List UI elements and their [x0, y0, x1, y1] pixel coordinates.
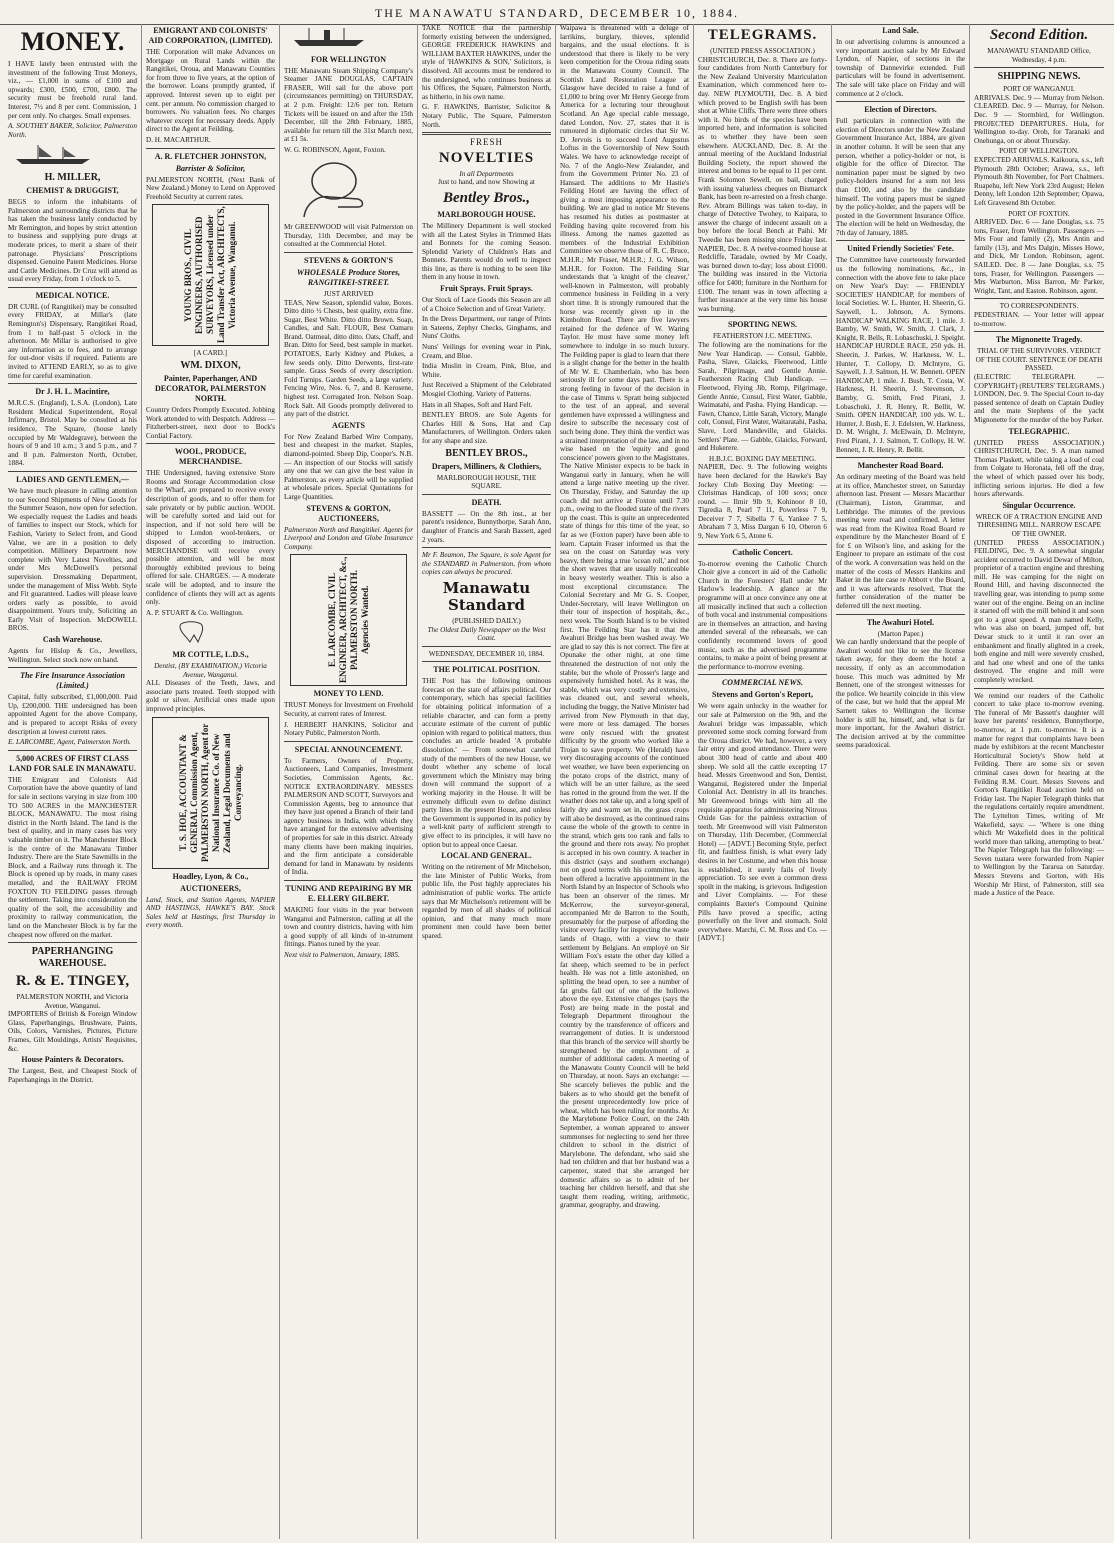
- johnston-subheading: Barrister & Solicitor,: [175, 163, 246, 173]
- stevens-heading: STEVENS & GORTON'S: [304, 255, 393, 265]
- friendly-heading: United Friendly Societies' Fete.: [847, 244, 954, 254]
- bentley-heading: Bentley Bros.,: [442, 189, 531, 206]
- stevens-text: TEAS, New Season, splendid value, Boxes. Ditto ditto ½ Chests, best quality, extra fine. Sugar, Best White. Ditto ditto Brown. Soap, Candles, and Salt. FLOUR, Best Oamaru Brand. Oatmeal, ditto ditto. Oats, Chaff, and Bran. Ditto for Seed, best sample in market. POTATOES, Early Kidney and Plukes, a few seeds only. Ditto Derwents, first-rate sample. Grass Seeds of every description. Fold Turnips. Garden Seeds, a large variety. Fencing Wire, Nos. 6, 7, and 8. Kerosene, highest test. Corrugated Iron. Nelson Soap. Rock Salt. All Goods promptly delivered to any part of the district.: [284, 298, 413, 419]
- column-2: [142, 24, 280, 1539]
- bentley-heading-2: BENTLEY BROS.,: [445, 447, 528, 459]
- steamer-icon: [284, 26, 374, 48]
- ladies-text: We have much pleasure in calling attention to our Second Shipments of New Goods for the Summer Season, now open for selection. We especially request the Ladies and heads of families to inspect our Stock, which for Fashion, Variety to Select from, and Good Value, we are in a position to defy competition. Millinery Department now complete with Very Latest Novelties, and under Mrs McDowell's personal supervision. Dressmaking Department, under the management of Miss Webb. Style and Fit guaranteed. Ladies will please leave orders early as possible, to avoid disappointment. Yours truly, Soliciting an Early Visit of Inspection. McDOWELL BROS.: [8, 486, 137, 633]
- shipping-heading: SHIPPING NEWS.: [997, 71, 1081, 83]
- auctioneers-heading: STEVENS & GORTON, AUCTIONEERS,: [306, 503, 391, 523]
- corporation-heading: EMIGRANT AND COLONISTS' AID CORPORATION, (LIMITED).: [148, 26, 273, 45]
- death-text: BASSETT — On the 8th inst., at her parent's residence, Bunnythorpe, Sarah Ann, daughter of Francis and Sarah Bassett, aged 2 years.: [422, 509, 551, 544]
- local-text: Writing on the retirement of Mr Mitchelson, the late Minister of Public Works, from public life, the Post highly appreciates his administration of public works. The article says that Mr Mitchelson's retirement will be regarded by men of all shades of political opinion, and that many much more prominent men could have been better spared.: [422, 863, 551, 940]
- agents-heading: AGENTS: [332, 420, 365, 430]
- political-heading: THE POLITICAL POSITION.: [433, 665, 540, 675]
- fresh-heading: FRESH: [469, 137, 503, 148]
- mignonette-text: (ELECTRIC TELEGRAPH. — COPYRIGHT) (REUTERS' TELEGRAMS.) LONDON, Dec. 9. The Special Court to-day passed sentence of death on Captain Dudley and the mate Stephens of the yacht Mignonette for the murder of the boy Parker.: [974, 373, 1104, 424]
- mignonette-heading: The Mignonette Tragedy.: [995, 335, 1083, 345]
- fire-signature: E. LARCOMBE, Agent, Palmerston North.: [8, 738, 131, 747]
- land-sale-heading: Land Sale.: [882, 26, 919, 35]
- hoadley-text: Land, Stock, and Station Agents, NAPIER AND HASTINGS, HAWKE'S BAY. Stock Sales held at Hastings, first Thursday in every month.: [146, 895, 275, 930]
- foxton-text: ARRIVED. Dec. 6 — Jane Douglas, s.s. 75 tons, Fraser, from Wellington. Passengers — Mrs Four and family (2), Mrs Antin and family (13), and Mrs Dalgin, Misses Howe, and Dick, Mr London. Robinson, agent. SAILED. Dec. 8 — Jane Douglas, s.s. 75 tons, Fraser, for Wellington. Passengers — Mrs Warburton, Miss Barron, Mr Parker, Wright, Tant, and Easton. Robinson, agent.: [974, 218, 1104, 295]
- political-text: THE Post has the following ominous forecast on the state of affairs political. Our contemporary, which has special facilities for obtaining political information of a reliable character, and can form a pretty accurate estimate of the current of public opinion with regard to political matters, thus concludes an article headed 'A probable dissolution.' — From somewhat careful study of the members of the new House, we doubt whether any scheme of local government which the Ministry may bring down will command the support of a working majority in the House. It will be extremely difficult even to define distinct party lines in the present House, and unless the Government is supported in its policy by a well-knit party of sufficient strength to give effect to its principles, it will have no option but to appeal once Caesar.: [422, 677, 551, 849]
- lend-text: TRUST Moneys for Investment on Freehold Security, at current rates of Interest.: [284, 701, 413, 718]
- agents-text-bentley: BENTLEY BROS. are Sole Agents for Charles Hill & Sons, Hat and Cap Manufacturers, of Wellington. Orders taken for any shape and size.: [422, 411, 551, 445]
- awahuri-subheading: (Marton Paper.): [877, 629, 924, 638]
- manchester-heading: Manchester Road Board.: [857, 461, 944, 471]
- nuns-text: Nuns' Veilings for evening wear in Pink, Cream, and Blue.: [422, 343, 551, 360]
- death-heading: DEATH.: [471, 497, 502, 507]
- second-edition-heading: Second Edition.: [989, 27, 1089, 43]
- partnership-signature: G. F. HAWKINS, Barrister, Solicitor & Notary Public, The Square, Palmerston North.: [422, 103, 551, 129]
- beamon-notice: Mr F. Beamon, The Square, is sole Agent for the STANDARD in Palmerston, from whom copies can always be procured.: [422, 551, 551, 577]
- telegrams-heading: TELEGRAMS.: [707, 27, 818, 43]
- dixon-card-label: [A CARD.]: [193, 349, 228, 358]
- telegrams-association: (UNITED PRESS ASSOCIATION.): [710, 47, 815, 55]
- correspondents-text: PEDESTRIAN. — Your letter will appear to-morrow.: [974, 311, 1104, 328]
- johnston-text: PALMERSTON NORTH, (Next Bank of New Zealand.) Money to Lend on Approved Freehold Security at current rates.: [146, 175, 275, 201]
- money-signature: A. SOUTHEY BAKER, Solicitor, Palmerston North.: [8, 122, 137, 139]
- telegraphic-heading: TELEGRAPHIC.: [1008, 426, 1070, 436]
- tingey-subheading: PALMERSTON NORTH, and Victoria Avenue, Wanganui.: [16, 993, 129, 1010]
- auctioneers-text: Palmerston North and Rangitikei. Agents for Liverpool and London and Globe Insurance Company.: [284, 525, 413, 551]
- sporting-heading: SPORTING NEWS.: [727, 320, 798, 330]
- stevens-subheading: WHOLESALE Produce Stores, RANGITIKEI-STREET.: [296, 267, 401, 287]
- just-to-hand-line: Just to hand, and now Showing at: [438, 178, 535, 187]
- stevens-arrived: JUST ARRIVED: [323, 289, 374, 298]
- wellington-heading: FOR WELLINGTON: [310, 54, 387, 64]
- ellery-text: MAKING four visits in the year between Wanganui and Palmerston, calling at all the town and country districts, having with him a good supply of all kinds of in-strument fittings. Pianos tuned by the year.: [284, 906, 413, 949]
- drapers-heading: Drapers, Milliners, & Clothiers,: [431, 461, 542, 471]
- catholic-text: To-morrow evening the Catholic Church Choir give a concert in aid of the Catholic Church in the Foresters' Hall under Mr Harlow's leadership. A glance at the programme will at once convince any one at all musically inclined that such a collection of both vocal and instrumental compositions are in themselves an attraction, and having attended several of the rehearsals, we can confidently recommend lovers of good music, such as the advertised programme contains, to make a point of being present at the performance to-morrow evening.: [698, 559, 827, 671]
- larcombe-text: E. LARCOMBE, CIVIL ENGINEER, ARCHITECT, &c., PALMERSTON NORTH. Agencies Wanted.: [326, 557, 370, 684]
- tingey-heading: R. & E. TINGEY,: [15, 973, 130, 990]
- hand-stamp-icon: [284, 159, 384, 219]
- ellery-heading: TUNING AND REPAIRING BY MR E. ELLERY GILBERT.: [285, 884, 412, 904]
- house-painters-heading: House Painters & Decorators.: [21, 1055, 124, 1065]
- wellington-port-text: EXPECTED ARRIVALS. Kaikoura, s.s., left Plymouth 28th October; Arawa, s.s., left Plymouth 8th November, for Port Chalmers. Ruapehu, left New York 23rd August; Helen Denny, left London 12th September; Opawa, Left Gravesend 8th October.: [974, 155, 1104, 207]
- fire-text: Capital, fully subscribed, £1,000,000. Paid Up, £200,000. THE undersigned has been appointed Agent for the above Company, and is prepared to accept Risks of every description at lowest current rates.: [8, 693, 137, 736]
- hbjc-text: NAPIER, Dec. 9. The following weights have been declared for the Hawke's Bay Jockey Club Boxing Day Meeting: — Christmas Handicap, of 100 sovs; once round. — Ilmir 9lb 9, Kohinoor 8 10, Tigredia 8, Pearl 7 11, Powerless 7 9, Deceiver 7 7, Sibella 7 6, Yankee 7 5, Abraham 7 3, Miss Dargan 6 10, Oberon 6 9, New York 6 5, Atone 6.: [698, 463, 827, 541]
- medical-heading: MEDICAL NOTICE.: [35, 290, 110, 300]
- corporation-signature: D. H. MACARTHUR.: [146, 135, 211, 144]
- hbjc-heading: H.B.J.C. BOXING DAY MEETING.: [709, 454, 816, 463]
- hats-text: Hats in all Shapes, Soft and Hard Felt.: [422, 400, 533, 409]
- singular-text: (UNITED PRESS ASSOCIATION.) FEILDING, Dec. 9. A somewhat singular accident occurred to David Dewar of Milton, proprietor of a traction engine and threshing mill. He was camping for the night on Round Hill, and having disconnected the travelling gear, was intending to pump some water out of the engine. Being on an incline it started off with the mill behind it and soon got to a great speed. A man named Kelly, who was also on board, jumped off, but Dewar stuck to it until it ran over an embankment and finally alighted in a creek, both engine and mill were severely crushed, and had one wheel and one of the tanks destroyed. The engine and mill were completely wrecked.: [974, 538, 1104, 684]
- macintire-text: M.R.C.S. (England), L.S.A. (London), Late Resident Medical Superintendent, Royal Infirmary, Bristol. May be consulted at his residence, The Square, (house lately occupied by Mr Waldegrave), between the hours of 9 and 10 a.m.; 3 and 5 p.m., and 7 and 8 p.m. Palmerston North, October, 1884.: [8, 399, 137, 468]
- wellington-signature: W. G. ROBINSON, Agent, Foxton.: [284, 145, 386, 154]
- column-6: [694, 24, 832, 1539]
- dixon-text: Country Orders Promptly Executed. Jobbing Work attended to with Despatch. Address — Fitzherbert-street, next door to Bock's Cordial Factory.: [146, 405, 275, 440]
- column-4: [418, 24, 556, 1539]
- hoadley-subheading: AUCTIONEERS,: [180, 883, 241, 893]
- singular-subheading: WRECK OF A TRACTION ENGINE AND THRESHING MILL. NARROW ESCAPE OF THE OWNER.: [975, 512, 1103, 538]
- catholic-heading: Catholic Concert.: [732, 547, 793, 557]
- departments-line: In all Departments: [459, 169, 514, 178]
- commercial-text: We were again unlucky in the weather for our sale at Palmerston on the 9th, and the Awahuri bridge was impassable, which prevented some stock coming forward from the Oroua district. We had, however, a very fair entry and good attendance. There were about 300 head of cattle and about 400 sheep. We sold all the cattle excepting 17 head. Messrs Greenwood and Son, Dentist, Wanganui, Registered under the Imperial Colonial Act. Dentistry in all its branches. Mr Greenwood brings with him all the requisite apparatus for administering Nitrous Oxide Gas for the painless extraction of teeth. Mr Greenwood will visit Palmerston on Thursday, 11th December, (Commercial Hotel) — [ADVT.] Becoming Style, perfect fit, and faultless finish, is what every lady desires in her Costume, and when this house is established, it surely fails of lively appreciation. To see even a common dress spoilt in the making, is grievous. Indigestion and Liver Complaints. — For these complaints Baxter's Compound Quinine Pills have proved a specific, acting powerfully on the liver and stomach. Sold everywhere. Marchi, C. M. Ross and Co. — [ADVT.]: [698, 702, 827, 943]
- hoe-card: [152, 717, 269, 869]
- acres-text: THE Emigrant and Colonists Aid Corporation have the above quantity of land for sale in sections varying in size from 100 TO 500 ACRES in the MANCHESTER BLOCK, MANAWATU. The most rising district in the North Island. The land is the best of quality, and in many cases has very valuable timber on it. The Manchester Block is the centre of the Manawatu Timber Industry. There are the State Sawmills in the Block, and a Railway runs through it. The Block is opened up by roads, in many cases metalled, and the RAILWAY FROM FOXTON TO FEILDING passes through the settlement. Taking into consideration the quality of the soil, the accessibility and proximity to railway communication, the land on the Manchester Block is by far the cheapest now offered on the market.: [8, 775, 137, 939]
- paperhanging-heading: PAPERHANGING WAREHOUSE.: [31, 946, 114, 970]
- wellington-text: THE Manawatu Steam Shipping Company's Steamer JANE DOUGLAS, CAPTAIN FRASER, Will sail for the above port (circumstances permitting) on THURSDAY, at 2 p.m. Freight: 12/6 per ton. Return Tickets will be issued on and after the 15th December, till the 28th February, 1885, available for return till the 31st March next, at £1 5s.: [284, 66, 413, 144]
- ellery-next: Next visit to Palmerston, January, 1885.: [284, 951, 400, 959]
- manchester-text: An ordinary meeting of the Board was held at its office, Manchester street, on Saturday afternoon last. Present — Messrs Macarthur (Chairman), Liston, Grammar, and Lethbridge. The minutes of the previous meeting were read and confirmed. A letter was read from the Kiwitea Road Board re expenditure by the Manchester Board of £ for £ on Wilson's line, and asking for the Engineer to prepare an estimate of the cost of the work. A conversation was held on the matter of the costs of Messrs Hankins and Baker in the late case re Abbott v the Board, and it was afterwards resolved, That the further consideration of the matter be deferred till the next meeting.: [836, 473, 965, 611]
- wool-heading: WOOL, PRODUCE, MERCHANDISE.: [174, 447, 247, 467]
- cottle-heading: MR COTTLE, L.D.S.,: [172, 649, 249, 659]
- lend-heading: MONEY TO LEND.: [313, 689, 384, 699]
- miller-text: BEGS to inform the inhabitants of Palmerston and surrounding districts that he has taken the business lately conducted by Mr Remington, and hopes by strict attention to business and supplying pure drugs at moderate prices, to merit a share of their patronage. Physicians' Prescriptions dispensed. Genuine Patent Medicines. Horse and Cattle Medicines. Dr Cruz will attend as usual every Friday, from 1 o'clock to 5.: [8, 197, 137, 284]
- column-3: [280, 24, 418, 1539]
- dixon-heading: WM. DIXON,: [180, 359, 241, 371]
- medical-text: DR CURL (of Rangitikei) may be consulted every FRIDAY, at Millar's (late Remington's) Dispensary, Rangitikei Road, from 1 to half-past 5 o'clock in the afternoon. Mr Millar is authorised to give any information as to fees, and to arrange for out-door visits if required. Patients are invited to ATTEND EARLY, so as to give time for careful examination.: [8, 302, 137, 380]
- column-5: [556, 24, 694, 1539]
- published-line: (PUBLISHED DAILY.): [452, 616, 521, 625]
- miller-heading: H. MILLER,: [44, 171, 101, 183]
- office-line: MANAWATU STANDARD Office, Wednesday, 4 p.m.: [987, 47, 1091, 64]
- house-painters-text: The Largest, Best, and Cheapest Stock of Paperhangings in the District.: [8, 1067, 137, 1084]
- ship-illustration-icon: [8, 143, 98, 165]
- dress-text: In the Dress Department, our range of Prints in Sateens, Zephyr Checks, Ginghams, and Nuns' Cloths.: [422, 315, 551, 341]
- issue-date: WEDNESDAY, DECEMBER 10, 1884.: [428, 649, 545, 658]
- columns: [4, 24, 1110, 1539]
- corporation-text: THE Corporation will make Advances on Mortgage on Rural Lands within the Rangitikei, Oroua, and Manawatu Counties for from three to five years, at the option of the borrower. Loans promptly granted, if approved. Interest seven up to eight per cent. per annum. No commission charged to borrowers. No valuation fees. No charges whatever except for necessary deeds. Apply direct to the Agent at Feilding,: [146, 48, 275, 134]
- oldest-line: The Oldest Daily Newspaper on the West Coast.: [427, 625, 546, 643]
- late-local-text: We remind our readers of the Catholic concert to take place to-morrow evening. The funeral of Mr Bassett's daughter will leave her parents' residence, Bunnythorpe, to-morrow, at 1 p.m. to-morrow. It is a matter for regret that complaints have been made by exhibitors at the recent Manchester Horticultural Society's Show held at Feilding. There are some six or seven criminal cases down for hearing at the Feilding R.M. Court. Messrs Stevens and Gorton's Rangitikei Road auction held on Friday last. The Napier Telegraph thinks that the regulations certainly require amendment. The Lyttelton Times, writing of Mr Wakefield, says: — 'Where is one thing which Mr Wakefield does in the political world more than talking, attempting to beat.' The Napier Telegraph has the following: — Seven tuatara were forwarded from Napier to Wellington by the Tararua on Saturday. Messrs Stevens and Gorton, with His Worship Mr Hirst, of Palmerston, still sea made a Justice of the Peace.: [974, 691, 1104, 898]
- fruit-sprays-heading: Fruit Sprays. Fruit Sprays.: [440, 284, 533, 294]
- special-text: To Farmers, Owners of Property, Auctioneers, Land Companies, Investment Societies, Commission Agents, &c. NOTICE EXTRAORDINARY. MESSES PALMERSON AND SCOTT, Surveyors and Commission Agents, beg to announce that they have just opened a Branch of their land agency business in India, with which they have arranged for the extensive advertising of properties for sale in this district. Already many clients have been making inquiries, and the firm anticipate a considerable demand for land in Manawatu by residents of India.: [284, 756, 413, 877]
- fire-heading: The Fire Insurance Association (Limited.): [20, 671, 125, 691]
- cash-heading: Cash Warehouse.: [42, 635, 103, 645]
- ladies-heading: LADIES AND GENTLEMEN,—: [16, 474, 129, 484]
- lend-signature: J. HERBERT HANKINS, Solicitor and Notary Public, Palmerston North.: [284, 720, 413, 738]
- masthead: THE MANAWATU STANDARD, DECEMBER 10, 1884.: [0, 6, 1114, 25]
- commercial-subheading: Stevens and Gorton's Report,: [712, 690, 813, 700]
- acres-heading: 5,000 ACRES OF FIRST CLASS LAND FOR SALE IN MANAWATU.: [9, 753, 136, 773]
- young-bros-text: YOUNG BROS., CIVIL ENGINEERS, AUTHORISED SURVEYORS, Licensed under Land Transfer Act, ARCHITECTS, Victoria Avenue, Wanganui.: [183, 206, 237, 344]
- agents-text: For New Zealand Barbed Wire Company, best and cheapest in the market. Staples, diamond-pointed. Sheep Dip, Cooper's. N.B. — An inspection of our Stocks will satisfy any one that we can give the best value in Palmerston, as every article will be supplied at wholesale prices. Special Quotations for Large Quantities.: [284, 432, 413, 501]
- commercial-heading: COMMERCIAL NEWS.: [721, 678, 804, 688]
- cottle-text: ALL Diseases of the Teeth, Jaws, and associate parts treated. Teeth stopped with gold or silver. Artificial ones made upon improved principles.: [146, 679, 275, 713]
- johnston-heading: A. R. FLETCHER JOHNSTON,: [154, 151, 267, 161]
- election-text: Full particulars in connection with the election of Directors under the New Zealand Government Insurance Act, 1884, are given in another column. It will be seen that any person, whether a policy-holder or not, is eligible for the office of Director. The nomination paper must be signed by two policy-holders insured for a sum not less than £100, and also by the candidate himself. The voting papers must be signed by the policy-holder, and the papers will be posted in the Government Insurance Office. The election will be held on Wednesday, the 7th day of January, 1885.: [836, 117, 965, 237]
- awahuri-heading: The Awahuri Hotel.: [866, 617, 935, 627]
- novelties-heading: NOVELTIES: [438, 149, 535, 166]
- friendly-text: The Committee have courteously forwarded us the following nominations, &c., in connection with the above fete to take place on New Year's Day: — FRIENDLY SOCIETIES' HANDICAP, for members of local Societies. W. L. Hunter, H. Sheerin, G. Saywell, L. Johnson, A. Symons. HANDICAP WALKING RACE, 1 mile. J. Bamby, W. Smith, W. Smith, J. Clark, J. Knight, R. Bells, R. Lobaschuski, J. Speight. HANDICAP HURDLE RACE, 250 yds. H. Sheerin, J. Parkes, W. Harkness, W. L. Hunter, T. Collopy, D. McIntyre, G. Saywell, J. J. Salmon, H. W. Bennett. OPEN HANDICAP, 1 mile. J. Bush, T. Costa, W. Harkness, H. Sheerin, J. Stevenson, J. Bamby, G. Smith, Fred Pirani, J. Lobaschuki, J. R. Henry, R. Bellit, W. Smith. OPEN HANDICAP, 100 yds. W. L. Hunter, J. Bush, E. J. Edelsten, W. Harkness, D. M. Wright, J. McElwain, D. McIntyre, Fred Pirani, J. J. Salmon, T. Collopy, H. W. Bennett, J. R. Henry, R. Bellit.: [836, 256, 965, 454]
- column-1: [4, 24, 142, 1539]
- local-heading: LOCAL AND GENERAL.: [441, 851, 532, 861]
- wool-text: THE Undersigned, having extensive Store Rooms and Storage Accommodation close to the Wharf, are prepared to receive every description of goods, and to offer them for sale privately or by public auction. WOOL will be carefully sorted and laid out for inspection, and if not sold here will be shipped to London wool-brokers, or disposed of according to instruction. MERCHANDISE will receive every possible attention, and will be most thoroughly exhibited previous to being offered for sale. CHARGES. — A moderate scale will be adopted, and to insure the confidence of clients they will act as agents only.: [146, 469, 275, 607]
- election-heading: Election of Directors.: [864, 105, 937, 115]
- money-text: I HAVE lately been entrusted with the investment of the following Trust Moneys, viz., — £1,000 in sums of £100 and upwards; £300, £500, £700, £800. The security must be freehold rural land. Interest, 7½ and 8 per cent. Commission, 1 per cent only. No charges. Small expenses.: [8, 60, 137, 120]
- macintire-heading: Dr J. H. L. Macintire,: [35, 387, 110, 397]
- sporting-text: The following are the nominations for the New Year Handicap. — Consul, Gabble, Pasha, Slave, Glaicks, Fleetwood, Little Sarah, Pilgrimage, and Gentle Annie. Featherston Racing Club Handicap. — Fleetwood, Flying Jib, Romp, Pilgrimage, Gentle Annie, Consul, First Water, Gabble, Waimatahi, and Pasha. Flying Handicap. — Fawn, Chance, Little Sarah, Victory, Mangle colt, Consul, First Water, Waitaratahi, Pasha, Slave, Lord Mandeville, and Glaicks. Settlers' Plate. — Gabble, Glaicks, Forward, and Hukerere.: [698, 341, 827, 453]
- larcombe-card: [290, 554, 407, 686]
- dixon-subheading: Painter, Paperhanger, AND DECORATOR, PALMERSTON NORTH.: [155, 373, 266, 403]
- mignonette-subheading: TRIAL OF THE SURVIVORS. VERDICT OF THE COURT. SENTENCE OF DEATH PASSED.: [975, 347, 1103, 373]
- sporting-subheading: FEATHERSTON J.C. MEETING.: [712, 332, 813, 341]
- india-text: India Muslin in Cream, Pink, Blue, and White.: [422, 362, 551, 379]
- telegraphic-text: (UNITED PRESS ASSOCIATION.) CHRISTCHURCH, Dec. 9. A man named Thomas Plaskett, while taking a load of coal from Colgate to Horonata, fell off the dray, the wheel of which passed over his body, inflicting serious injuries. He died a few hours afterwards.: [974, 438, 1104, 499]
- millinery-text: The Millinery Department is well stocked with all the Latest Styles in Trimmed Hats and Bonnets for the coming Season. Splendid Variety of Children's Hats and Bonnets. Parents would do well to inspect this line, as there is nothing to be seen like them in any house in town.: [422, 221, 551, 282]
- column-7: [832, 24, 970, 1539]
- special-heading: SPECIAL ANNOUNCEMENT.: [294, 744, 403, 754]
- foxton-heading: PORT OF FOXTON.: [1008, 209, 1070, 218]
- land-sale-text: In our advertising columns is announced a very important auction sale by Mr Edward Lyndon, of Napier, of sections in the township of Dannevirke extended. Full particulars will be found in advertisement. The sale will take place on Friday and will commence at 2 o'clock.: [836, 38, 965, 98]
- marlborough-square: MARLBOROUGH HOUSE, THE SQUARE.: [436, 473, 537, 491]
- money-heading: MONEY.: [20, 27, 125, 56]
- paper-name: Manawatu Standard: [442, 578, 531, 614]
- cottle-subheading: Dentist, (BY EXAMINATION,) Victoria Avenue, Wanganui.: [154, 661, 267, 679]
- wanganui-heading: PORT OF WANGANUI.: [1003, 85, 1075, 94]
- young-bros-card: [152, 204, 269, 346]
- telegrams-text: CHRISTCHURCH, Dec. 8. There are forty-four candidates from North Canterbury for the New Zealand University Matriculation Examination, which commenced here to-day. NEW PLYMOUTH, Dec. 8. A bird which proved to be English swift has been shot at White Cliffs. There were three others with it. No birds of the species have been imported here, and information is solicited as to whether they have been seen elsewhere. AUCKLAND, Dec. 8. At the annual meeting of the Auckland Industrial Building Society, the report showed the interest and bonus to be equal to 11 per cent. Frank Solomon Sewell, on bail, charged with issuing valueless cheques on Bismarck Bank, has been re-arrested on a fresh charge. Rev. Abram Billings was taken to-day, in charge of Detective Twohey, to Kaipara, to answer the charge of indecent assault on a boy before the local Bench at Paihi. Mr Tweedie has been missing since Friday last. NAPIER, Dec. 8. A twelve-roomed house at Redcliffe, Taradale, owned by Mr Coady, was burned down to-day; loss about £1000. The building was insured in the Victoria office for £400; furniture in the Northern for £100. The tenant was in town affecting a further insurance at the very time his house was burning.: [698, 55, 827, 313]
- singular-heading: Singular Occurrence.: [1002, 500, 1076, 510]
- awahuri-text: We can hardly understand that the people of Awahuri would not like to see the license taken away, for they deem the hotel a necessity, if only as an accommodation house. This much was admitted by Mr Bennett, one of the strongest witnesses for the police. We heartily coincide in this view of the case, but we hold that the appeal Mr Sarnett takes to Wellington the license holder is still he, himself, and, what is far more important, for the Awahuri district. The decision arrived at by the committee seems paradoxical.: [836, 638, 965, 750]
- local-news-continued: Waipawa is threatened with a deluge of larrikins, burglary, thieves, splendid bargains, and the usual elections. It is understood that there is likely to be very keen competition for the Oroua riding seats in the Manawatu County Council. The Scottish Land Restoration League at Glasgow have decided to raise a fund of £1,000 to bring over Mr Henry George from America for a lecturing tour throughout Scotland. An Age special cable message, dated London, Nov. 27, states that it is rumoured in diplomatic circles that Sir W. D. Jervois is to succeed Lord Augustus Loftus in the Governorship of New South Wales. We have to acknowledge receipt of No. 7 of the Anglo-New Zealander, and from the Government Printer No. 23 of Hansard. The additions to Mr Hastie's Feilding Hotel are having the effect of giving a most imposing appearance to the building. We are glad to notice Mr Stevens has resumed his duties as postmaster at Feilding having quite recovered from his illness. Among the names gazetted as members of the Industrial Exhibition Committee we observe those of R. C. Bruce, M.H.R.; Mr Fraser, M.H.R.; J. G. Wilson, M.H.R. for Foxton. The Feilding Star understands that 'a knight of the cleaver,' well-known in Palmerston, will probably commence business in Feilding in a very short time. It is strongly rumoured that the horse was recently given up in the Kimbolton Road. There are five lawyers retained for the defence of W. Waring Taylor. He must have some money left somewhere to indulge in so much luxury. The Feilding paper is glad to learn that there is a slight change for the better in the health of Mr W. E. Chamberlain, who has been seriously ill for some days past. There is a strong feeling in favour of the decision in the case of Timms v. Spratt being subjected to the test of an appeal, and several gentlemen have expressed a willingness and desire to subscribe the necessary cost of such being done. They think the verdict was a strained interpretation of the law, and in no wise based on the 'equity and good conscience' powers given to the Magistrates. The Native Minister expects to be back in Wanganui early in January, when he will attend a large native meeting up the river. On Thursday, Friday, and Saturday the up coach did not arrive at Foxton until 7.30 p.m., owing to the flooded state of the rivers up the coast. This is quite an unprecedented state of things for this time of the year, so far as we (Foxton paper) have been able to learn. Captain Fraser informed us that the sea on the coast on Saturday was very heavy, there being a true 'ocean roll,' and not the short waves that are usually noticeable in heavy westerly weather. This is also a most exceptional circumstance. The Colonial Secretary and Mr G. S. Cooper, Under-Secretary, will leave Wellington on their tour of inspection of hospitals, &c., next week. The South Island is to be visited first. The Feilding Star has it that the Awahuri Bridge has been washed away. We are glad to say this is not correct. The fire at Opunake the other night, at one time threatened the destruction of not only the stable, but the whole of Prosser's large and expensively furnished hotel. As it was, the stable, which was very costly and extensive, was cleaned out, and several wheels, including the buggy, the Native Minister had arrived from New Plymouth in that day, were more or less damaged. The horses were only rescued with the greatest difficulty by the groom who worked like a Trojan to save property. We (Herald) have very discouraging accounts of the continued wet weather, we have been experiencing on the potato crops of the district, many of which will be an utter failure, as the seed has rotted in the ground from the wet. If the weather does not take up, and a long spell of fairly dry and warm set in, the grass crops will also be destroyed, as the continued rains cause the whole of the growth to centre in the strand, which gets too rank and falls to the ground and there rots away. No prophet is accepted in his own country. A teacher in this district (says and southern exchange) not on good terms with his committee, has been offered a lucrative appointment in the North Island by an Inspector of Schools who has been an observer of the times. Mr McKerrow, the surveyor-general, accompanied Mr de Barron to the South, presumably for the purpose of affording the visitor every facility for inspecting the waste lands of Otago, with a view to their settlement by Belgians. An employé on Sir William Fox's estate the other day killed a fat sheep, which seemed to be in perfect health. He was not a little astonished, on splitting the head open, to see a number of fat grubs fall out of one of the hollows above the eye. Extensive changes (says the Post) are being made in the postal and Telegraph Department throughout the country by the transference of officers and rearrangement of duties. It is understood that this branch of the service will shortly be strengthened by the employment of a number of additional cadets. A meeting of the Manawatu County Council will be held on Thursday, at noon. Says an exchange: — She scarcely believes the public and the bakers as to who should get the benefit of the present unprecedentedly low price of wheat, which has been ruling for months. At the Marylebone Police Court, on the 24th September, a woman appeared to answer summonses for neglecting to send her three children to school in the district of Marylebone. The defendant, who said she had ten children and that her husband was a carpenter, stated that she arranged her domestic affairs so as to admit of her teaching her children herself, and that she taught them reading, writing, arithmetic, grammar, geography, and drawing.: [560, 24, 689, 1210]
- correspondents-heading: TO CORRESPONDENTS.: [999, 302, 1079, 311]
- hoe-text: T. S. HOE, ACCOUNTANT & GENERAL Commission Agent, PALMERSTON NORTH, Agent for National Insurance Co. of New Zealand, Legal Documents and Conveyancing.: [177, 723, 243, 862]
- partnership-notice-text: TAKE NOTICE that the partnership formerly existing between the undersigned, GEORGE FREDERICK HAWKINS and WILLIAM BAXTER HAWKINS, under the style of 'HAWKINS & SON,' Solicitors, is dissolved. All accounts must be rendered to the undersigned, who continues business at his Offices, the Square, Palmerston North, as hitherto, in his own name.: [422, 24, 551, 101]
- greenwood-text: Mr GREENWOOD will visit Palmerston on Thursday, 11th December, and may be consulted at the Commercial Hotel.: [284, 223, 413, 249]
- tooth-icon: [146, 621, 236, 643]
- tingey-text: IMPORTERS of British & Foreign Window Glass, Paperhangings, Brushware, Paints, Oils, Colors, Varnishes, Pictures, Picture Frames, Gilt Mouldings, Artists' Requisites, &c.: [8, 1010, 137, 1053]
- wellington-port-heading: PORT OF WELLINGTON.: [999, 147, 1079, 156]
- marlborough-heading: MARLBOROUGH HOUSE.: [437, 209, 536, 219]
- wanganui-text: ARRIVALS. Dec. 9 — Murray from Nelson. CLEARED. Dec. 9 — Murray, for Nelson. Dec. 9 — Stormbird, for Wellington. PROJECTED DEPARTURES. Hula, for Wellington to-day. Orob, for Taranaki and Onehunga, on or about Thursday.: [974, 93, 1104, 145]
- lace-text: Our Stock of Lace Goods this Season are all of a Choice Selection and of Great Variety.: [422, 296, 551, 313]
- cash-text: Agents for Hislop & Co., Jewellers, Wellington. Select stock now on hand.: [8, 647, 137, 664]
- column-8: [970, 24, 1108, 1539]
- wool-signature: A. P. STUART & Co. Wellington.: [146, 608, 244, 617]
- mosgiel-text: Just Received a Shipment of the Celebrated Mosgiel Clothing. Variety of Patterns.: [422, 381, 551, 398]
- hoadley-heading: Hoadley, Lyon, & Co.,: [172, 871, 249, 881]
- miller-subheading: CHEMIST & DRUGGIST,: [26, 185, 119, 195]
